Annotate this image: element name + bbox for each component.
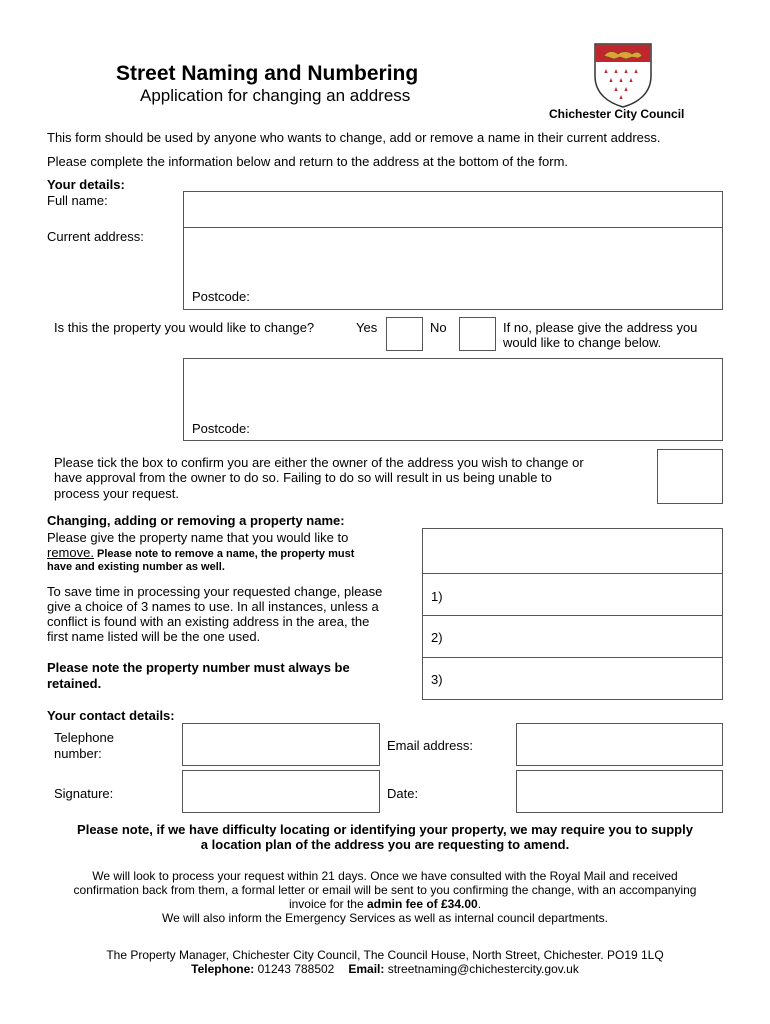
owner-confirm-checkbox[interactable] [657,449,723,504]
postcode-label: Postcode: [192,289,250,304]
council-crest-icon [592,42,654,108]
save-time-line-4: first name listed will be the one used. [47,629,261,644]
property-name-field[interactable] [422,528,723,574]
save-time-line-1: To save time in processing your requested change, please [47,584,383,599]
remove-note: Please note to remove a name, the property must [93,548,355,560]
alternative-postcode-label: Postcode: [192,421,250,436]
date-label: Date: [387,786,419,801]
footer-email-value[interactable]: streetnaming@chichestercity.gov.uk [384,962,579,976]
current-address-field[interactable] [183,227,723,310]
name-choice-1-field[interactable] [422,573,723,616]
property-question: Is this the property you would like to change? [54,320,315,335]
telephone-label-1: Telephone [54,730,114,745]
signature-label: Signature: [54,786,114,801]
details-heading: Your details: [47,177,125,192]
save-time-line-2: give a choice of 3 names to use. In all instances, unless a [47,599,379,614]
yes-label: Yes [356,320,378,335]
property-name-instruction-1: Please give the property name that you would like to [47,530,349,545]
remove-word: remove. [47,545,94,560]
footer-telephone-label: Telephone: [191,962,255,976]
full-name-field[interactable] [183,191,723,228]
telephone-label-2: number: [54,746,102,761]
council-name: Chichester City Council [549,107,685,121]
location-note-line-1: Please note, if we have difficulty locating or identifying your property, we may require you to supply [77,822,693,837]
name-choice-2-field[interactable] [422,615,723,658]
owner-confirm-line-3: process your request. [54,486,180,501]
process-note-post: . [477,897,482,911]
name-choice-3-label: 3) [431,672,443,687]
email-field[interactable] [516,723,723,766]
process-note-line-2: confirmation back from them, a formal letter or email will be sent to you confirming the change, with an accompanying [73,883,697,897]
property-name-heading: Changing, adding or removing a property name: [47,513,345,528]
if-no-line-1: If no, please give the address you [503,320,698,335]
signature-field[interactable] [182,770,380,813]
owner-confirm-line-2: have approval from the owner to do so. Failing to do so will result in us being unable to [54,470,552,485]
date-field[interactable] [516,770,723,813]
intro-line-1: This form should be used by anyone who wants to change, add or remove a name in their current address. [47,130,661,145]
property-number-note-2: retained. [47,676,102,691]
contact-heading: Your contact details: [47,708,175,723]
page-subtitle: Application for changing an address [140,86,411,105]
location-note-line-2: a location plan of the address you are requesting to amend. [200,837,570,852]
alternative-address-field[interactable] [183,358,723,441]
process-note-line-3 [0,897,770,911]
property-name-instruction-3: have and existing number as well. [47,561,225,573]
footer-telephone-value: 01243 788502 [254,962,335,976]
full-name-label: Full name: [47,193,108,208]
property-number-note-1: Please note the property number must always be [47,660,350,675]
process-note-line-4: We will also inform the Emergency Services as well as internal council departments. [162,911,608,925]
no-label: No [430,320,447,335]
save-time-line-3: conflict is found with an existing address in the area, the [47,614,370,629]
intro-line-2: Please complete the information below and return to the address at the bottom of the form. [47,154,569,169]
no-checkbox[interactable] [459,317,496,351]
current-address-label: Current address: [47,229,144,244]
footer-email-label: Email: [348,962,385,976]
yes-checkbox[interactable] [386,317,423,351]
email-label: Email address: [387,738,473,753]
name-choice-2-label: 2) [431,630,443,645]
footer-contact [0,962,770,976]
if-no-line-2: would like to change below. [503,335,662,350]
name-choice-3-field[interactable] [422,657,723,700]
name-choice-1-label: 1) [431,589,443,604]
process-note-line-1: We will look to process your request within 21 days. Once we have consulted with the Royal Mail and received [92,869,678,883]
owner-confirm-line-1: Please tick the box to confirm you are either the owner of the address you wish to change or [54,455,584,470]
page-title: Street Naming and Numbering [116,62,419,85]
process-note-pre: invoice for the [288,897,367,911]
footer-address: The Property Manager, Chichester City Council, The Council House, North Street, Chichester. PO19 1LQ [106,948,664,962]
admin-fee: admin fee of £34.00 [366,897,478,911]
telephone-field[interactable] [182,723,380,766]
